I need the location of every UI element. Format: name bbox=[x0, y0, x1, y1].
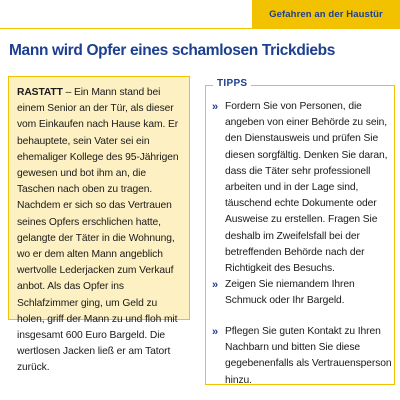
section-label: Gefahren an der Haustür bbox=[252, 0, 400, 29]
tip-text: Zeigen Sie niemandem Ihren Schmuck oder Ihr Bargeld. bbox=[225, 279, 355, 307]
article-text: – Ein Mann stand bei einem Senior an der Tür, als dieser vom Einkaufen nach Hause kam. Er behauptete, sein Vater sei ein ehemaliger Kollege des 95-Jährigen gewesen und bot ihm an, die Taschen nach oben zu tragen. Nachdem er sich so das Vertrauen seines Opfers erschlichen hatte, gelangte der Täter in die Wohnung, wo er dem alten Mann angeblich wertvolle Lederjacken zum Verkauf anbot. Als das Opfer ins Schlafzimmer ging, um Geld zu holen, griff der Mann zu und floh mit insgesamt 600 Euro Bargeld. Die wertlosen Jacken ließ er am Tatort zurück. bbox=[17, 87, 179, 374]
top-bar bbox=[0, 0, 400, 29]
tip-text: Fordern Sie von Personen, die angeben von einer Behörde zu sein, den Dienstausweis und prüfen Sie diesen sorgfältig. Denken Sie daran, dass die Täter sehr professionell arbeiten und in der Lage sind, täuschend echte Dokumente oder Ausweise zu erstellen. Fragen Sie deshalb im Zweifelsfall bei der betreffenden Behörde nach der Richtigkeit des Besuchs. bbox=[225, 101, 388, 275]
top-divider bbox=[0, 28, 400, 29]
tips-title: TIPPS bbox=[213, 78, 251, 89]
tip-item bbox=[212, 277, 392, 309]
article-body bbox=[17, 85, 185, 377]
tip-item bbox=[212, 324, 392, 389]
article-dateline: RASTATT bbox=[17, 87, 63, 98]
article-headline: Mann wird Opfer eines schamlosen Trickdiebs bbox=[9, 42, 336, 59]
bullet-icon: » bbox=[212, 101, 219, 113]
tip-item bbox=[212, 99, 392, 277]
bullet-icon: » bbox=[212, 326, 219, 338]
tip-text: Pflegen Sie guten Kontakt zu Ihren Nachbarn und bitten Sie diese gegebenenfalls als Vertrauensperson hinzu. bbox=[225, 326, 392, 386]
bullet-icon: » bbox=[212, 279, 219, 291]
